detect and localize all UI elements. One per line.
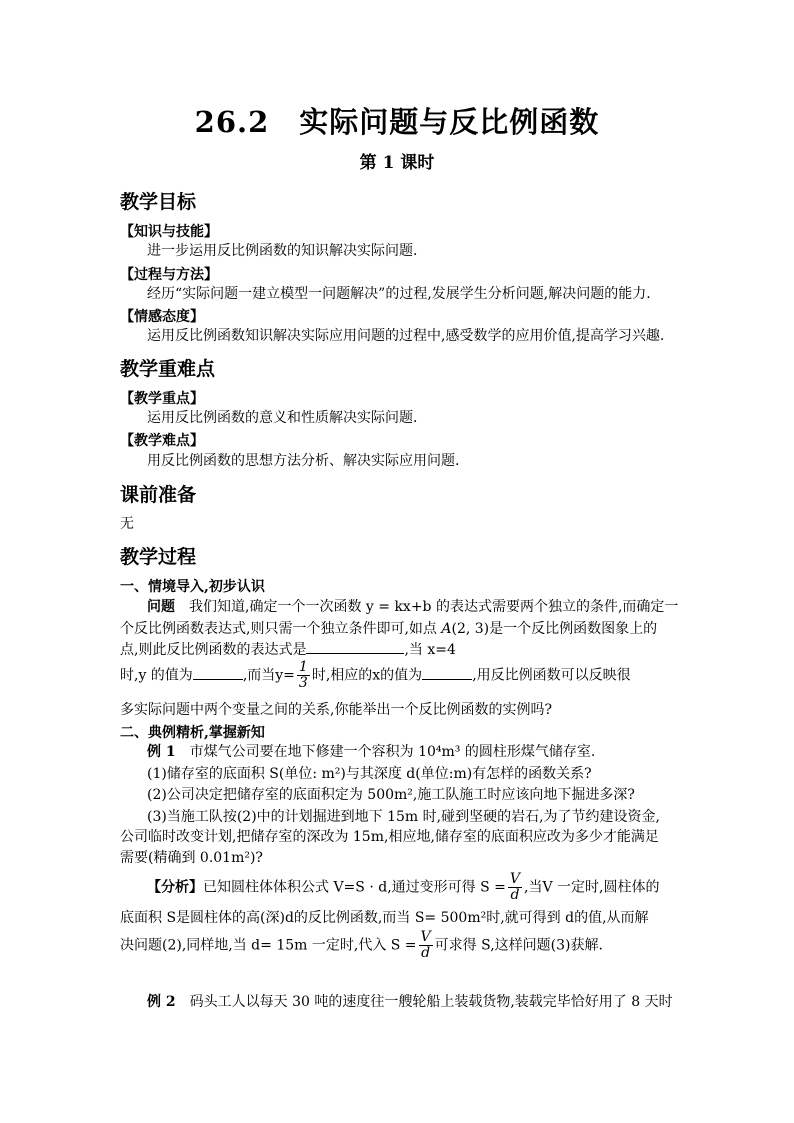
tag-difficulty: 【教学难点】	[120, 433, 204, 449]
answer-blank-x	[422, 665, 472, 680]
question-text-3b: ,当 x=4	[404, 642, 456, 658]
example-1-line-1	[147, 742, 595, 762]
example-1-text: 市煤气公司要在地下修建一个容积为 10⁴m³ 的圆柱形煤气储存室.	[189, 744, 596, 760]
analysis-label: 【分析】	[147, 879, 203, 896]
question-text-4d: ,用反比例函数可以反映很	[472, 667, 631, 684]
example-1-q3-line-2: 公司临时改变计划,把储存室的深改为 15m,相应地,储存室的底面积应改为多少才能满足	[120, 829, 659, 845]
question-text-4b: ,而当y=	[242, 667, 295, 684]
example-2-text: 码头工人以每天 30 吨的速度往一艘轮船上装载货物,装载完毕恰好用了 8 天时	[189, 994, 673, 1010]
question-text-1: 我们知道,确定一个一次函数 y = kx+b 的表达式需要两个独立的条件,而确定一	[189, 599, 679, 615]
tag-knowledge: 【知识与技能】	[120, 224, 218, 240]
fraction-denominator: 3	[298, 675, 308, 691]
goal-process-text: 经历“实际问题一建立模型一问题解决”的过程,发展学生分析问题,解决问题的能力.	[147, 286, 651, 302]
question-line-5: 多实际问题中两个变量之间的关系,你能举出一个反比例函数的实例吗?	[120, 702, 552, 718]
fraction-one-third	[297, 660, 310, 691]
fraction-denominator: d	[421, 945, 431, 961]
analysis-text-1a: 已知圆柱体体积公式 V=S · d,通过变形可得 S =	[203, 879, 506, 896]
subsection-intro: 一、情境导入,初步认识	[120, 579, 265, 595]
page-subtitle: 第 1 课时	[359, 153, 435, 173]
section-heading-process: 教学过程	[120, 546, 197, 568]
page-title: 26.2 实际问题与反比例函数	[194, 105, 600, 139]
example-1-label: 例 1	[147, 744, 176, 760]
question-text-4a: 时,y 的值为	[120, 667, 193, 684]
point-a: A	[441, 621, 452, 637]
analysis-text-1b: ,当V 一定时,圆柱体的	[524, 879, 660, 896]
question-line-3	[120, 639, 456, 660]
analysis-line-1	[147, 872, 659, 903]
analysis-text-3a: 决问题(2),同样地,当 d= 15m 一定时,代入 S =	[120, 937, 417, 954]
fraction-numerator: 1	[298, 659, 308, 675]
fraction-v-over-d-2	[419, 930, 433, 961]
difficulty-text: 用反比例函数的思想方法分析、解决实际应用问题.	[147, 453, 460, 469]
question-line-4	[120, 660, 631, 691]
example-1-q3-line-3: 需要(精确到 0.01m²)?	[120, 850, 263, 866]
question-line-2	[120, 619, 657, 639]
tag-process: 【过程与方法】	[120, 267, 218, 283]
answer-blank-y	[193, 665, 243, 680]
example-1-q3-line-1: (3)当施工队按(2)中的计划掘进到地下 15m 时,碰到坚硬的岩石,为了节约建设资金,	[147, 809, 661, 825]
example-2-label: 例 2	[147, 994, 176, 1010]
subsection-examples: 二、典例精析,掌握新知	[120, 725, 265, 741]
example-2-line-1	[147, 992, 673, 1012]
question-label: 问题	[147, 599, 175, 615]
tag-attitude: 【情感态度】	[120, 309, 204, 325]
fraction-denominator: d	[510, 887, 520, 903]
tag-key-point: 【教学重点】	[120, 391, 204, 407]
example-1-q2: (2)公司决定把储存室的底面积定为 500m²,施工队施工时应该向地下掘进多深?	[147, 787, 635, 803]
analysis-text-3b: 可求得 S,这样问题(3)获解.	[434, 937, 603, 954]
fraction-v-over-d	[508, 872, 522, 903]
question-text-2c: (2, 3)是一个反比例函数图象上的	[451, 621, 658, 637]
fraction-numerator: V	[420, 929, 431, 945]
question-text-4c: 时,相应的x的值为	[311, 667, 423, 684]
goal-attitude-text: 运用反比例函数知识解决实际应用问题的过程中,感受数学的应用价值,提高学习兴趣.	[147, 328, 665, 344]
question-line-1	[147, 597, 678, 617]
goal-knowledge-text: 进一步运用反比例函数的知识解决实际问题.	[147, 243, 418, 259]
section-heading-goals: 教学目标	[120, 191, 197, 213]
prep-text: 无	[120, 516, 134, 532]
key-point-text: 运用反比例函数的意义和性质解决实际问题.	[147, 410, 418, 426]
section-heading-prep: 课前准备	[120, 484, 197, 506]
example-1-q1: (1)储存室的底面积 S(单位: m²)与其深度 d(单位:m)有怎样的函数关系?	[147, 766, 592, 782]
answer-blank-expression	[306, 639, 404, 654]
question-text-2a: 个反比例函数表达式,则只需一个独立条件即可,如点	[120, 621, 442, 637]
fraction-numerator: V	[509, 871, 520, 887]
analysis-line-3	[120, 930, 603, 961]
section-heading-key: 教学重难点	[120, 358, 216, 380]
analysis-line-2: 底面积 S是圆柱体的高(深)d的反比例函数,而当 S= 500m²时,就可得到 d的值,从而解	[120, 910, 649, 926]
question-text-3a: 点,则此反比例函数的表达式是	[120, 642, 307, 658]
